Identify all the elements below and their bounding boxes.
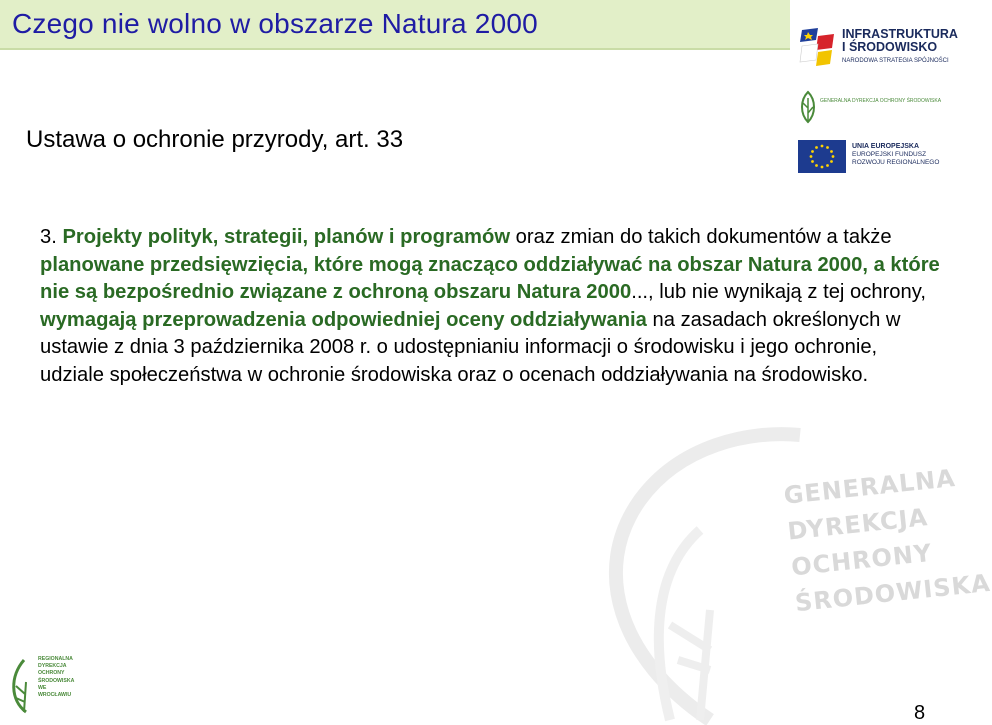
highlighted-text: wymagają przeprowadzenia odpowiedniej oceny oddziaływania [40, 308, 647, 331]
watermark-line: OCHRONY [789, 538, 934, 582]
infrastruktura-flag-icon [798, 26, 836, 68]
eu-logo [798, 140, 948, 176]
rdos-logo [8, 654, 78, 716]
infrastruktura-line2: I ŚRODOWISKO [842, 40, 938, 54]
highlighted-text: planowane przedsięwzięcia, które mogą znacząco oddziaływać na obszar Natura 2000, a które nie są bezpośrednio związane z ochroną obszaru Natura 2000 [40, 253, 940, 303]
eu-line1: UNIA EUROPEJSKA [852, 143, 920, 150]
rdos-leaf-icon [8, 654, 38, 714]
slide-title: Czego nie wolno w obszarze Natura 2000 [12, 8, 538, 39]
watermark-text [782, 460, 992, 621]
rdos-text [38, 656, 80, 699]
paragraph-text: na zasadach określonych w ustawie z dnia 3 października 2008 r. o udostępnianiu informacji o środowisku i jego ochronie, udziale społeczeństwa w ochronie środowiska oraz o ocenach oddziaływania na środowisko. [40, 308, 901, 386]
infrastruktura-logo [798, 24, 958, 72]
paragraph-text: 3. [40, 226, 63, 248]
infrastruktura-name [842, 28, 958, 54]
eu-text [852, 143, 939, 167]
rdos-line: ŚRODOWISKA [38, 677, 75, 684]
gdos-small-text: GENERALNA DYREKCJA OCHRONY ŚRODOWISKA [820, 98, 942, 104]
paragraph-text: ..., lub nie wynikają z tej ochrony, [631, 281, 926, 303]
title-bar [0, 0, 790, 50]
paragraph-text: oraz zmian do takich dokumentów a także [510, 226, 892, 248]
infrastruktura-line1: INFRASTRUKTURA [842, 27, 958, 41]
watermark-line: GENERALNA [782, 463, 957, 510]
slide-subtitle: Ustawa o ochronie przyrody, art. 33 [26, 126, 404, 153]
highlighted-text: Projekty polityk, strategii, planów i programów [62, 226, 511, 248]
page-number: 8 [914, 702, 926, 724]
eu-line2: EUROPEJSKI FUNDUSZ [852, 151, 927, 158]
watermark-line: DYREKCJA [786, 503, 930, 546]
rdos-line: WE WROCŁAWIU [38, 684, 72, 699]
rdos-line: OCHRONY [38, 670, 65, 677]
leaf-icon [798, 88, 818, 124]
eu-flag-icon [798, 140, 846, 173]
eu-line3: ROZWOJU REGIONALNEGO [852, 159, 940, 166]
body-paragraph [40, 224, 940, 389]
watermark-line: ŚRODOWISKA [793, 568, 992, 618]
rdos-line: REGIONALNA [38, 656, 73, 662]
rdos-line: DYREKCJA [38, 663, 67, 670]
infrastruktura-tagline: NARODOWA STRATEGIA SPÓJNOŚCI [842, 58, 949, 64]
gdos-small-logo [798, 88, 942, 124]
